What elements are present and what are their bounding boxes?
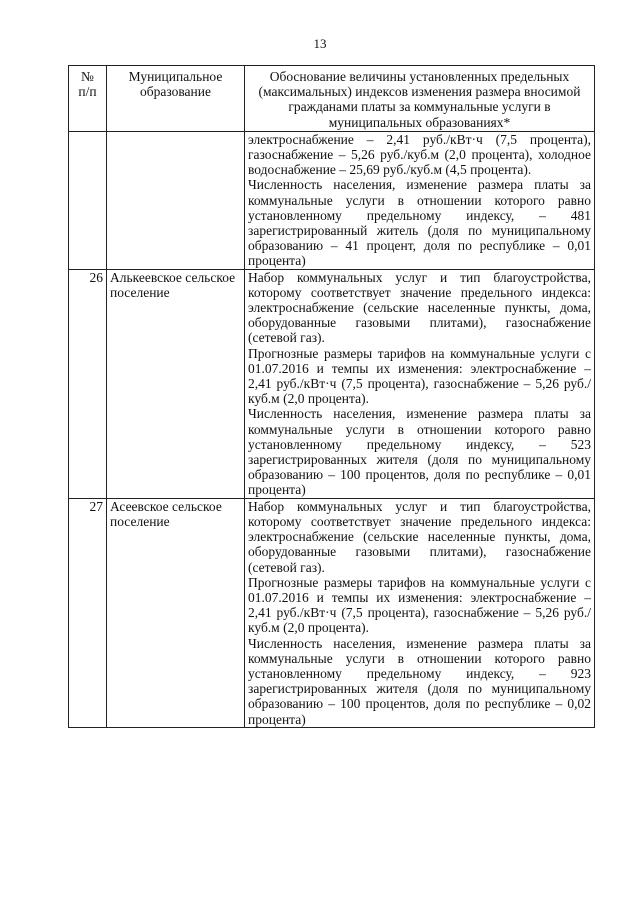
- table-row: [69, 269, 595, 498]
- table-row: [69, 498, 595, 727]
- header-num: № п/п: [69, 66, 107, 132]
- municipality-name: Асеевское сельское поселение: [107, 498, 245, 727]
- justification-cell: [245, 131, 595, 269]
- justification-cell: [245, 498, 595, 727]
- table-row: [69, 131, 595, 269]
- row-number: 26: [69, 269, 107, 498]
- header-municipality: Муниципальное образование: [107, 66, 245, 132]
- tariff-index-table: [68, 65, 595, 728]
- justification-paragraph: Прогнозные размеры тарифов на коммунальные услуги с 01.07.2016 и темпы их изменения: электроснабжение – 2,41 руб./кВт·ч (7,5 процента), газоснабжение – 5,26 руб./куб.м (2,0 процента).: [248, 345, 591, 407]
- justification-paragraph: Численность населения, изменение размера платы за коммунальные услуги в отношении которого равно установленному предельному индексу, – 481 зарегистрированный житель (доля по муниципальному образованию – 41 процент, доля по республике – 0,01 процента): [248, 177, 591, 269]
- justification-paragraph: Прогнозные размеры тарифов на коммунальные услуги с 01.07.2016 и темпы их изменения: электроснабжение – 2,41 руб./кВт·ч (7,5 процента), газоснабжение – 5,26 руб./куб.м (2,0 процента).: [248, 574, 591, 636]
- header-justification: Обоснование величины установленных предельных (максимальных) индексов изменения размера вносимой гражданами платы за коммунальные услуги в муниципальных образованиях*: [245, 66, 595, 132]
- justification-paragraph: электроснабжение – 2,41 руб./кВт·ч (7,5 процента), газоснабжение – 5,26 руб./куб.м (2,0 процента), холодное водоснабжение – 25,69 руб./куб.м (4,5 процента).: [248, 131, 591, 178]
- justification-paragraph: Численность населения, изменение размера платы за коммунальные услуги в отношении которого равно установленному предельному индексу, – 523 зарегистрированных жителя (доля по муниципальному образованию – 100 процентов, доля по республике – 0,01 процента): [248, 406, 591, 498]
- municipality-name: Алькеевское сельское поселение: [107, 269, 245, 498]
- justification-paragraph: Набор коммунальных услуг и тип благоустройства, которому соответствует значение предельного индекса: электроснабжение (сельские населенные пункты, дома, оборудованные газовыми плитами), газоснабжение (сетевой газ).: [248, 498, 591, 575]
- row-number: 27: [69, 498, 107, 727]
- justification-cell: [245, 269, 595, 498]
- page-number: 13: [313, 36, 327, 51]
- row-number: [69, 131, 107, 269]
- table-body: [69, 131, 595, 727]
- justification-paragraph: Численность населения, изменение размера платы за коммунальные услуги в отношении которого равно установленному предельному индексу, – 923 зарегистрированных жителя (доля по муниципальному образованию – 100 процентов, доля по республике – 0,02 процента): [248, 635, 591, 727]
- table-header-row: [69, 66, 595, 132]
- municipality-name: [107, 131, 245, 269]
- justification-paragraph: Набор коммунальных услуг и тип благоустройства, которому соответствует значение предельного индекса: электроснабжение (сельские населенные пункты, дома, оборудованные газовыми плитами), газоснабжение (сетевой газ).: [248, 269, 591, 346]
